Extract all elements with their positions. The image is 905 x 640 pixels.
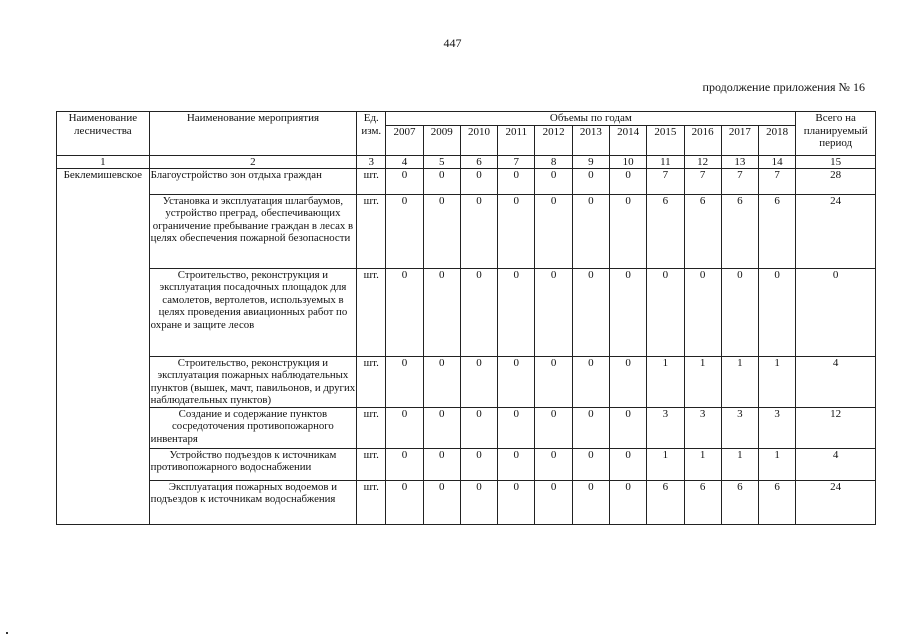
header-year: 2015 <box>647 125 684 155</box>
total-value: 24 <box>796 480 876 524</box>
year-value: 0 <box>423 407 460 448</box>
year-value: 0 <box>609 194 646 268</box>
year-value: 0 <box>572 268 609 356</box>
year-value: 7 <box>647 168 684 194</box>
total-value: 4 <box>796 448 876 480</box>
column-number: 9 <box>572 155 609 168</box>
year-value: 7 <box>721 168 758 194</box>
header-year: 2017 <box>721 125 758 155</box>
unit-cell: шт. <box>357 480 386 524</box>
year-value: 0 <box>386 356 423 407</box>
year-value: 0 <box>609 448 646 480</box>
year-value: 6 <box>647 480 684 524</box>
header-year: 2013 <box>572 125 609 155</box>
year-value: 0 <box>572 480 609 524</box>
column-number: 3 <box>357 155 386 168</box>
header-unit: Ед. изм. <box>357 112 386 156</box>
unit-cell: шт. <box>357 268 386 356</box>
year-value: 0 <box>572 448 609 480</box>
table-row <box>57 268 876 356</box>
header-total: Всего на планируемый период <box>796 112 876 156</box>
year-value: 0 <box>460 448 497 480</box>
header-year: 2012 <box>535 125 572 155</box>
year-value: 1 <box>721 356 758 407</box>
year-value: 0 <box>460 268 497 356</box>
year-value: 0 <box>423 356 460 407</box>
year-value: 0 <box>460 168 497 194</box>
activity-name: Строительство, реконструкция и эксплуатация посадочных площадок для самолетов, вертолетов, используемых в целях проведения авиационных работ по охране и защите лесов <box>149 268 357 356</box>
total-value: 24 <box>796 194 876 268</box>
unit-cell: шт. <box>357 407 386 448</box>
year-value: 0 <box>535 407 572 448</box>
table-row <box>57 356 876 407</box>
header-activity: Наименование мероприятия <box>149 112 357 156</box>
year-value: 6 <box>721 480 758 524</box>
year-value: 1 <box>647 356 684 407</box>
unit-cell: шт. <box>357 448 386 480</box>
page-number: 447 <box>443 36 462 50</box>
year-value: 0 <box>572 356 609 407</box>
year-value: 0 <box>609 268 646 356</box>
header-year: 2010 <box>460 125 497 155</box>
year-value: 0 <box>498 448 535 480</box>
column-number: 15 <box>796 155 876 168</box>
total-value: 28 <box>796 168 876 194</box>
total-value: 4 <box>796 356 876 407</box>
column-number: 12 <box>684 155 721 168</box>
unit-cell: шт. <box>357 356 386 407</box>
header-year: 2016 <box>684 125 721 155</box>
year-value: 0 <box>535 194 572 268</box>
column-number: 13 <box>721 155 758 168</box>
year-value: 7 <box>684 168 721 194</box>
column-number: 8 <box>535 155 572 168</box>
year-value: 0 <box>759 268 796 356</box>
year-value: 3 <box>721 407 758 448</box>
year-value: 3 <box>759 407 796 448</box>
year-value: 0 <box>423 448 460 480</box>
year-value: 0 <box>423 268 460 356</box>
scan-speck <box>6 632 8 634</box>
year-value: 1 <box>759 448 796 480</box>
year-value: 0 <box>460 194 497 268</box>
table-row <box>57 407 876 448</box>
year-value: 0 <box>535 356 572 407</box>
year-value: 0 <box>684 268 721 356</box>
year-value: 0 <box>460 480 497 524</box>
year-value: 0 <box>609 480 646 524</box>
column-number-row <box>57 155 876 168</box>
column-number: 4 <box>386 155 423 168</box>
column-number: 7 <box>498 155 535 168</box>
year-value: 0 <box>647 268 684 356</box>
unit-cell: шт. <box>357 194 386 268</box>
header-forestry: Наименование лесничества <box>57 112 150 156</box>
year-value: 0 <box>460 356 497 407</box>
header-year: 2009 <box>423 125 460 155</box>
year-value: 0 <box>423 194 460 268</box>
column-number: 11 <box>647 155 684 168</box>
year-value: 6 <box>684 194 721 268</box>
year-value: 1 <box>759 356 796 407</box>
year-value: 6 <box>759 480 796 524</box>
year-value: 0 <box>498 168 535 194</box>
year-value: 0 <box>460 407 497 448</box>
year-value: 1 <box>684 356 721 407</box>
activity-name: Благоустройство зон отдыха граждан <box>149 168 357 194</box>
year-value: 6 <box>759 194 796 268</box>
activity-name: Строительство, реконструкция и эксплуатация пожарных наблюдательных пунктов (вышек, мачт, павильонов, и других наблюдательных пунктов) <box>150 356 356 406</box>
year-value: 0 <box>386 407 423 448</box>
header-year: 2007 <box>386 125 423 155</box>
column-number: 5 <box>423 155 460 168</box>
year-value: 0 <box>498 194 535 268</box>
year-value: 0 <box>609 407 646 448</box>
table-row <box>57 168 876 194</box>
year-value: 0 <box>572 407 609 448</box>
year-value: 3 <box>684 407 721 448</box>
column-number: 14 <box>759 155 796 168</box>
year-value: 1 <box>647 448 684 480</box>
year-value: 0 <box>609 168 646 194</box>
year-value: 0 <box>498 407 535 448</box>
year-value: 7 <box>759 168 796 194</box>
year-value: 0 <box>386 194 423 268</box>
table-row <box>57 194 876 268</box>
year-value: 1 <box>684 448 721 480</box>
year-value: 0 <box>721 268 758 356</box>
forestry-name: Беклемишевское <box>57 168 150 524</box>
activity-name: Создание и содержание пунктов сосредоточения противопожарного инвентаря <box>149 407 357 448</box>
activity-name: Установка и эксплуатация шлагбаумов, устройство преград, обеспечивающих ограничение пребывание граждан в лесах в целях обеспечения пожарной безопасности <box>149 194 357 268</box>
activity-name: Устройство подъездов к источникам противопожарного водоснабжении <box>149 448 357 480</box>
column-number: 10 <box>609 155 646 168</box>
year-value: 0 <box>609 356 646 407</box>
year-value: 0 <box>572 168 609 194</box>
column-number: 2 <box>149 155 357 168</box>
header-year: 2011 <box>498 125 535 155</box>
total-value: 12 <box>796 407 876 448</box>
column-number: 6 <box>460 155 497 168</box>
activity-name: Эксплуатация пожарных водоемов и подъездов к источникам водоснабжения <box>149 480 357 524</box>
year-value: 0 <box>535 268 572 356</box>
table-row <box>57 448 876 480</box>
header-year: 2018 <box>759 125 796 155</box>
year-value: 0 <box>386 480 423 524</box>
year-value: 0 <box>535 168 572 194</box>
year-value: 0 <box>386 168 423 194</box>
year-value: 0 <box>386 448 423 480</box>
appendix-note: продолжение приложения № 16 <box>702 80 865 94</box>
column-number: 1 <box>57 155 150 168</box>
header-volumes: Объемы по годам <box>386 112 796 126</box>
year-value: 0 <box>423 480 460 524</box>
year-value: 0 <box>535 448 572 480</box>
year-value: 0 <box>498 268 535 356</box>
table-row <box>57 480 876 524</box>
year-value: 0 <box>572 194 609 268</box>
year-value: 0 <box>423 168 460 194</box>
year-value: 1 <box>721 448 758 480</box>
year-value: 6 <box>721 194 758 268</box>
unit-cell: шт. <box>357 168 386 194</box>
year-value: 3 <box>647 407 684 448</box>
year-value: 6 <box>647 194 684 268</box>
year-value: 0 <box>498 356 535 407</box>
year-value: 0 <box>498 480 535 524</box>
year-value: 0 <box>386 268 423 356</box>
year-value: 6 <box>684 480 721 524</box>
total-value: 0 <box>796 268 876 356</box>
year-value: 0 <box>535 480 572 524</box>
forest-fire-measures-table <box>56 111 876 525</box>
header-year: 2014 <box>609 125 646 155</box>
